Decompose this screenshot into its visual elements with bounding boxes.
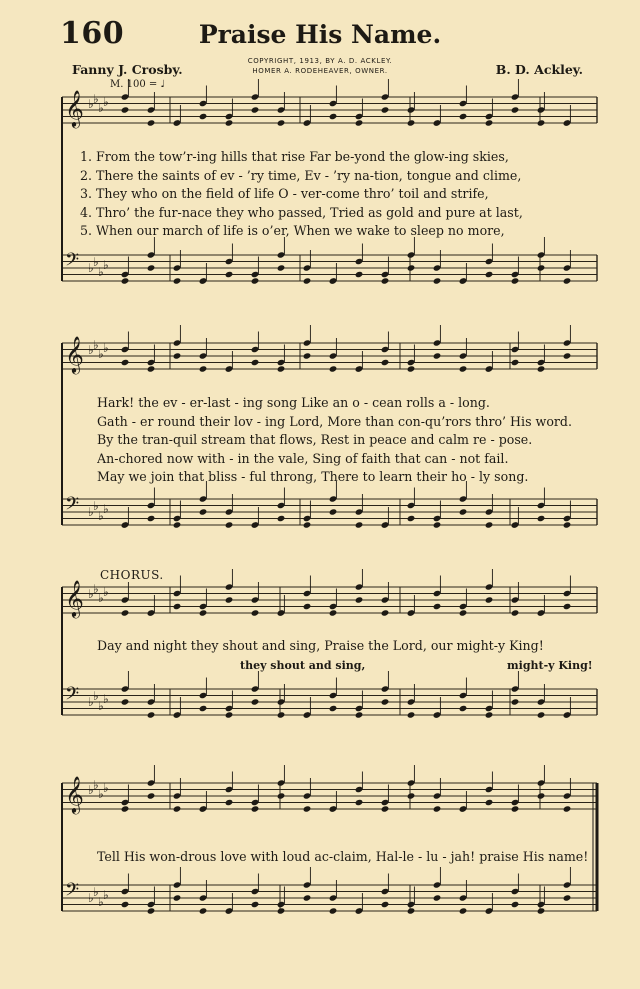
notehead: [459, 907, 468, 914]
flat-sign-icon: ♭: [93, 499, 99, 513]
notehead: [355, 271, 364, 278]
flat-sign-icon: ♭: [88, 891, 94, 905]
flat-sign-icon: ♭: [98, 699, 104, 713]
chorus-line-2: Tell His won-drous love with loud ac-claim, Hal-le - lu - jah! praise His name!: [97, 849, 589, 864]
treble-clef-icon: 𝄞: [65, 89, 84, 127]
notehead: [173, 894, 182, 901]
notehead: [381, 698, 390, 705]
hymn-title: Praise His Name.: [198, 20, 442, 49]
flat-sign-icon: ♭: [88, 343, 94, 357]
notehead: [485, 596, 494, 603]
notehead: [563, 277, 572, 284]
flat-sign-icon: ♭: [103, 341, 109, 355]
notehead: [459, 508, 468, 515]
flat-sign-icon: ♭: [93, 778, 99, 792]
notehead: [147, 515, 156, 522]
notehead: [251, 901, 260, 908]
chorus-echo-1: they shout and sing,: [240, 659, 366, 672]
notehead: [381, 609, 390, 616]
composer-credit: B. D. Ackley.: [495, 62, 583, 77]
notehead: [251, 609, 260, 616]
notehead: [251, 805, 260, 812]
notehead: [407, 119, 416, 126]
notehead: [199, 113, 208, 120]
flat-sign-icon: ♭: [93, 92, 99, 106]
notehead: [433, 805, 442, 812]
notehead: [329, 113, 338, 120]
flat-sign-icon: ♭: [93, 338, 99, 352]
notehead: [251, 359, 260, 366]
flat-sign-icon: ♭: [93, 885, 99, 899]
notehead: [225, 596, 234, 603]
verse-line: May we join that bliss - ful throng, There to learn their ho - ly song.: [97, 469, 529, 484]
notehead: [277, 907, 286, 914]
notehead: [381, 805, 390, 812]
notehead: [225, 711, 234, 718]
notehead: [407, 907, 416, 914]
notehead: [537, 365, 546, 372]
verse-line: Gath - er round their lov - ing Lord, More than con-qu’rors thro’ His word.: [97, 413, 572, 429]
flat-sign-icon: ♭: [98, 265, 104, 279]
verse-line: 4. Thro’ the fur-nace they who passed, Tried as gold and pure at last,: [80, 204, 523, 220]
notehead: [225, 799, 234, 806]
notehead: [199, 609, 208, 616]
flat-sign-icon: ♭: [93, 255, 99, 269]
notehead: [563, 894, 572, 901]
notehead: [173, 521, 182, 528]
notehead: [121, 805, 130, 812]
notehead: [511, 609, 520, 616]
verse-block-1: [80, 148, 600, 241]
flat-sign-icon: ♭: [88, 783, 94, 797]
flat-sign-icon: ♭: [98, 101, 104, 115]
notehead: [511, 698, 520, 705]
flat-sign-icon: ♭: [98, 895, 104, 909]
notehead: [355, 521, 364, 528]
treble-clef-icon: 𝄞: [65, 335, 84, 373]
notehead: [537, 515, 546, 522]
treble-clef-icon: 𝄞: [65, 579, 84, 617]
notehead: [433, 894, 442, 901]
notehead: [563, 603, 572, 610]
flat-sign-icon: ♭: [98, 347, 104, 361]
notehead: [277, 365, 286, 372]
flat-sign-icon: ♭: [93, 689, 99, 703]
notehead: [251, 106, 260, 113]
notehead: [407, 792, 416, 799]
notehead: [147, 119, 156, 126]
flat-sign-icon: ♭: [103, 95, 109, 109]
notehead: [485, 711, 494, 718]
notehead: [381, 277, 390, 284]
notehead: [147, 792, 156, 799]
notehead: [251, 277, 260, 284]
flat-sign-icon: ♭: [98, 787, 104, 801]
verse-line: 2. There the saints of ev - ’ry time, Ev - ’ry na-tion, tongue and clime,: [80, 167, 522, 183]
notehead: [485, 119, 494, 126]
notehead: [277, 119, 286, 126]
notehead: [511, 901, 520, 908]
notehead: [199, 508, 208, 515]
chorus-line-1: Day and night they shout and sing, Praise the Lord, our might-y King!: [97, 638, 544, 653]
notehead: [329, 609, 338, 616]
flat-sign-icon: ♭: [88, 587, 94, 601]
flat-sign-icon: ♭: [88, 695, 94, 709]
notehead: [485, 799, 494, 806]
bass-clef-icon: 𝄢: [65, 494, 80, 519]
notehead: [537, 907, 546, 914]
notehead: [355, 119, 364, 126]
notehead: [277, 515, 286, 522]
bass-clef-icon: 𝄢: [65, 250, 80, 275]
verse-line: 1. From the tow’r-ing hills that rise Far be-yond the glow-ing skies,: [80, 149, 509, 164]
notehead: [511, 359, 520, 366]
notehead: [407, 365, 416, 372]
flat-sign-icon: ♭: [93, 582, 99, 596]
notehead: [511, 805, 520, 812]
notehead: [485, 521, 494, 528]
notehead: [121, 359, 130, 366]
notehead: [381, 901, 390, 908]
flat-sign-icon: ♭: [88, 97, 94, 111]
chorus-label: CHORUS.: [100, 568, 164, 582]
flat-sign-icon: ♭: [103, 692, 109, 706]
notehead: [303, 894, 312, 901]
notehead: [277, 792, 286, 799]
notehead: [433, 603, 442, 610]
notehead: [563, 805, 572, 812]
notehead: [121, 901, 130, 908]
notehead: [511, 277, 520, 284]
verse-line: By the tran-quil stream that flows, Rest in peace and calm re - pose.: [97, 432, 533, 447]
metronome-marking: M. 100 = ♩: [110, 79, 166, 90]
notehead: [459, 365, 468, 372]
notehead: [511, 106, 520, 113]
notehead: [277, 711, 286, 718]
flat-sign-icon: ♭: [98, 591, 104, 605]
flat-sign-icon: ♭: [103, 888, 109, 902]
notehead: [563, 521, 572, 528]
verse-line: Hark! the ev - er-last - ing song Like an o - cean rolls a - long.: [97, 395, 490, 410]
notehead: [147, 711, 156, 718]
flat-sign-icon: ♭: [103, 781, 109, 795]
notehead: [433, 277, 442, 284]
chorus-echo-2: might-y King!: [507, 659, 593, 672]
notehead: [303, 805, 312, 812]
flat-sign-icon: ♭: [103, 585, 109, 599]
notehead: [173, 352, 182, 359]
flat-sign-icon: ♭: [88, 261, 94, 275]
notehead: [381, 359, 390, 366]
notehead: [407, 711, 416, 718]
notehead: [147, 365, 156, 372]
notehead: [303, 603, 312, 610]
notehead: [407, 515, 416, 522]
owner-line: HOMER A. RODEHEAVER, OWNER.: [252, 67, 388, 75]
treble-clef-icon: 𝄞: [65, 775, 84, 813]
flat-sign-icon: ♭: [98, 509, 104, 523]
notehead: [537, 119, 546, 126]
notehead: [173, 603, 182, 610]
notehead: [199, 365, 208, 372]
bass-clef-icon: 𝄢: [65, 684, 80, 709]
notehead: [173, 805, 182, 812]
notehead: [303, 352, 312, 359]
flat-sign-icon: ♭: [88, 505, 94, 519]
notehead: [329, 365, 338, 372]
notehead: [147, 907, 156, 914]
copyright-line: COPYRIGHT, 1913, BY A. D. ACKLEY.: [247, 57, 393, 65]
bass-clef-icon: 𝄢: [65, 880, 80, 905]
notehead: [199, 705, 208, 712]
notehead: [563, 352, 572, 359]
notehead: [381, 106, 390, 113]
notehead: [121, 698, 130, 705]
verse-block-2: [97, 394, 597, 487]
author-credit: Fanny J. Crosby.: [72, 62, 183, 77]
notehead: [485, 271, 494, 278]
notehead: [199, 907, 208, 914]
notehead: [173, 277, 182, 284]
notehead: [329, 705, 338, 712]
notehead: [147, 264, 156, 271]
notehead: [329, 508, 338, 515]
verse-line: 5. When our march of life is o’er, When we wake to sleep no more,: [80, 223, 505, 238]
verse-line: An-chored now with - in the vale, Sing of faith that can - not fail.: [97, 450, 509, 466]
notehead: [537, 264, 546, 271]
notehead: [407, 264, 416, 271]
notehead: [355, 799, 364, 806]
flat-sign-icon: ♭: [103, 258, 109, 272]
notehead: [303, 521, 312, 528]
flat-sign-icon: ♭: [103, 502, 109, 516]
verse-line: 3. They who on the field of life O - ver-come thro’ toil and strife,: [80, 186, 489, 201]
notehead: [433, 521, 442, 528]
hymn-number: 160: [60, 16, 125, 51]
notehead: [537, 792, 546, 799]
notehead: [277, 264, 286, 271]
notehead: [459, 609, 468, 616]
notehead: [303, 277, 312, 284]
notehead: [459, 113, 468, 120]
notehead: [433, 352, 442, 359]
notehead: [225, 271, 234, 278]
notehead: [225, 521, 234, 528]
notehead: [355, 711, 364, 718]
notehead: [537, 711, 546, 718]
notehead: [121, 609, 130, 616]
notehead: [355, 596, 364, 603]
notehead: [121, 106, 130, 113]
notehead: [251, 698, 260, 705]
notehead: [121, 277, 130, 284]
notehead: [225, 119, 234, 126]
notehead: [329, 907, 338, 914]
notehead: [459, 705, 468, 712]
